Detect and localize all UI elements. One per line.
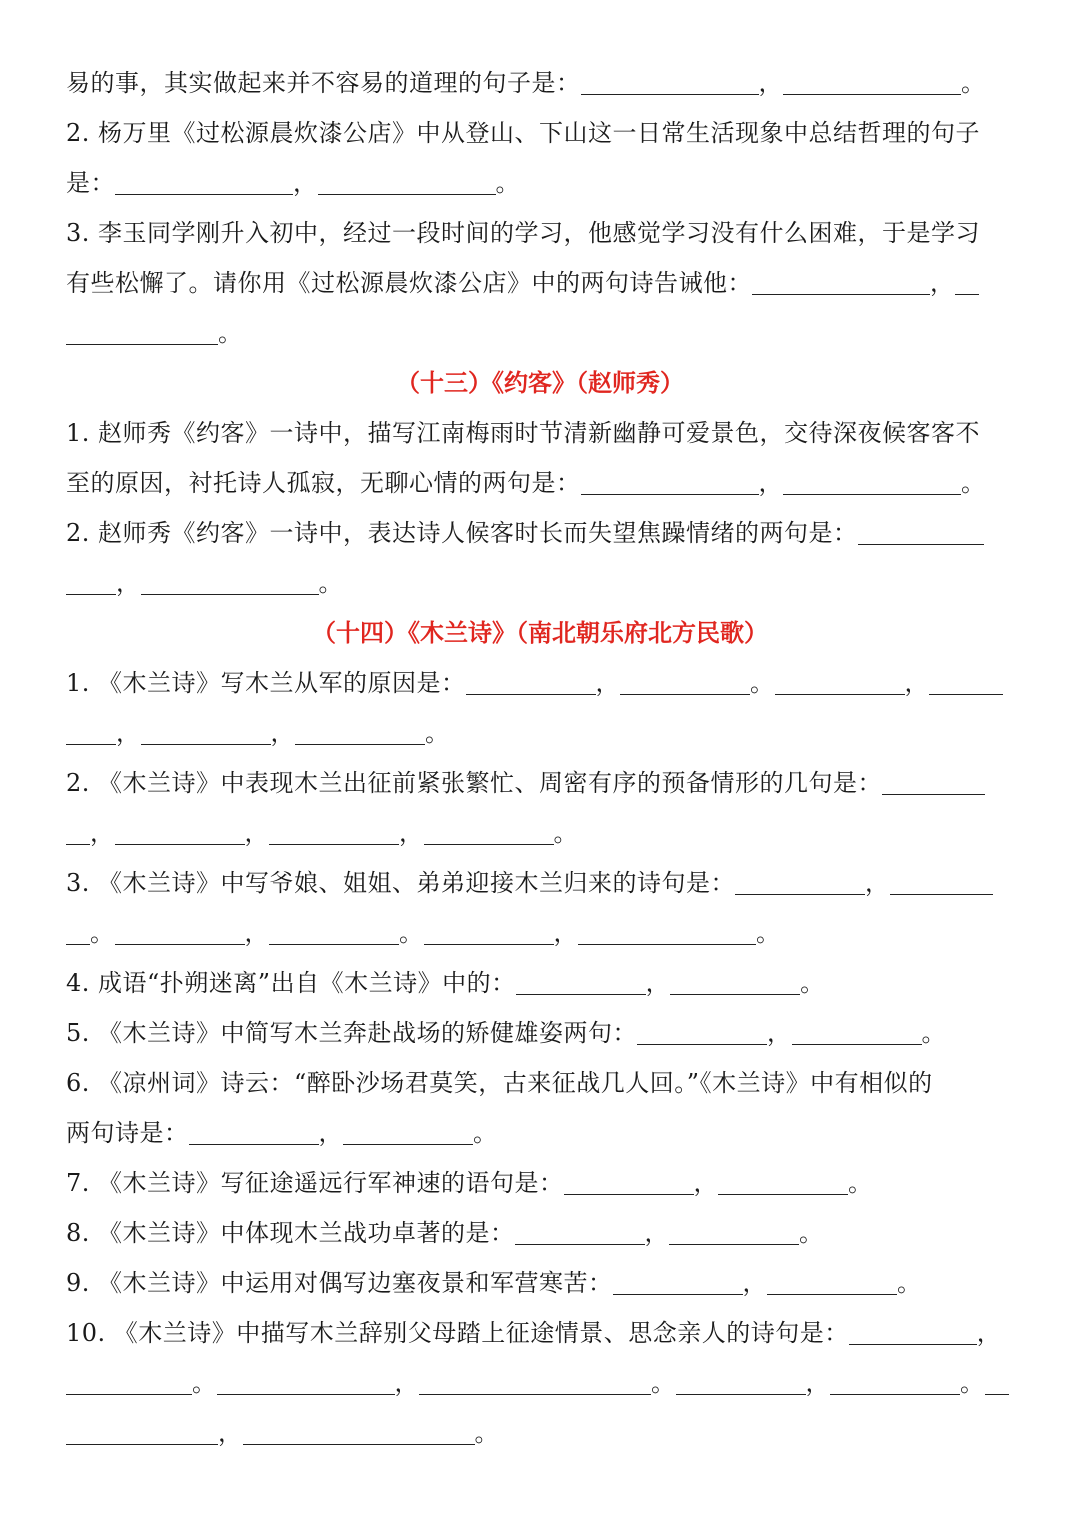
text-line — [66, 1058, 1014, 1108]
text-line: 10. 《木兰诗》中描写木兰辞别父母踏上征途情景、思念亲人的诗句是： ， — [66, 1319, 1002, 1347]
answer-blank[interactable] — [516, 968, 646, 995]
answer-blank[interactable] — [581, 468, 759, 495]
answer-blank[interactable] — [858, 518, 984, 545]
answer-blank[interactable] — [752, 268, 930, 295]
answer-blank[interactable] — [419, 1368, 651, 1395]
section-heading-14: （十四）《木兰诗》（南北朝乐府北方民歌） — [312, 619, 768, 647]
answer-blank[interactable] — [792, 1018, 922, 1045]
answer-blank[interactable] — [318, 168, 496, 195]
text-line — [66, 108, 1014, 158]
answer-blank[interactable] — [66, 318, 218, 345]
answer-blank[interactable] — [466, 668, 596, 695]
question-text: 是： — [66, 169, 115, 197]
section-heading-13: （十三）《约客》（赵师秀） — [396, 369, 684, 397]
question-text: 8. 《木兰诗》中体现木兰战功卓著的是： — [66, 1219, 515, 1247]
answer-blank[interactable] — [424, 918, 554, 945]
answer-blank[interactable] — [66, 718, 116, 745]
answer-blank[interactable] — [343, 1118, 473, 1145]
answer-blank[interactable] — [882, 768, 985, 795]
answer-blank[interactable] — [929, 668, 1003, 695]
question-text: 9. 《木兰诗》中运用对偶写边塞夜景和军营寒苦： — [66, 1269, 613, 1297]
answer-blank[interactable] — [243, 1418, 475, 1445]
question-text: 6. 《凉州词》诗云：“醉卧沙场君莫笑，古来征战几人回。”《木兰诗》中有相似的 — [66, 1069, 933, 1097]
text-line — [66, 208, 1014, 258]
question-text: 2. 《木兰诗》中表现木兰出征前紧张繁忙、周密有序的预备情形的几句是： — [66, 769, 883, 797]
answer-blank[interactable] — [620, 668, 750, 695]
answer-blank[interactable] — [115, 918, 245, 945]
answer-blank[interactable] — [669, 1218, 799, 1245]
text-line: 。 ， 。 ， 。 — [66, 908, 1014, 958]
answer-blank[interactable] — [515, 1218, 645, 1245]
text-line — [66, 408, 1014, 458]
question-text: 4. 成语“扑朔迷离”出自《木兰诗》中的： — [66, 969, 516, 997]
answer-blank[interactable] — [115, 818, 245, 845]
answer-blank[interactable] — [564, 1168, 694, 1195]
answer-blank[interactable] — [424, 818, 554, 845]
answer-blank[interactable] — [890, 868, 993, 895]
answer-blank[interactable] — [581, 68, 759, 95]
answer-blank[interactable] — [217, 1368, 395, 1395]
answer-blank[interactable] — [66, 918, 90, 945]
text-line: 至的原因，衬托诗人孤寂，无聊心情的两句是： ， 。 — [66, 469, 986, 497]
answer-blank[interactable] — [66, 1368, 192, 1395]
question-text: 10. 《木兰诗》中描写木兰辞别父母踏上征途情景、思念亲人的诗句是： — [66, 1319, 849, 1347]
answer-blank[interactable] — [783, 68, 961, 95]
text-line — [66, 508, 1014, 558]
answer-blank[interactable] — [141, 718, 271, 745]
answer-blank[interactable] — [66, 568, 116, 595]
answer-blank[interactable] — [783, 468, 961, 495]
text-line: 7. 《木兰诗》写征途遥远行军神速的语句是： ， 。 — [66, 1169, 873, 1197]
text-line: ， 。 — [66, 1408, 1014, 1458]
answer-blank[interactable] — [295, 718, 425, 745]
answer-blank[interactable] — [269, 918, 399, 945]
question-text: 至的原因，衬托诗人孤寂，无聊心情的两句是： — [66, 469, 581, 497]
question-text: 1. 赵师秀《约客》一诗中，描写江南梅雨时节清新幽静可爱景色，交待深夜候客客不 — [66, 419, 981, 447]
answer-blank[interactable] — [718, 1168, 848, 1195]
text-line: 4. 成语“扑朔迷离”出自《木兰诗》中的： ， 。 — [66, 969, 825, 997]
text-line: ， ， 。 — [66, 708, 1014, 758]
answer-blank[interactable] — [767, 1268, 897, 1295]
question-text: 3. 李玉同学刚升入初中，经过一段时间的学习，他感觉学习没有什么困难，于是学习 — [66, 219, 981, 247]
answer-blank[interactable] — [676, 1368, 806, 1395]
answer-blank[interactable] — [637, 1018, 767, 1045]
question-text: 2. 赵师秀《约客》一诗中，表达诗人候客时长而失望焦躁情绪的两句是： — [66, 519, 858, 547]
text-line: 。 ， 。 ， 。 — [66, 1358, 1014, 1408]
text-line: 5. 《木兰诗》中简写木兰奔赴战场的矫健雄姿两句： ， 。 — [66, 1019, 947, 1047]
answer-blank[interactable] — [985, 1368, 1009, 1395]
text-line: ， ， ， 。 — [66, 808, 1014, 858]
answer-blank[interactable] — [66, 1418, 218, 1445]
question-text: 7. 《木兰诗》写征途遥远行军神速的语句是： — [66, 1169, 564, 1197]
text-line: 。 — [66, 308, 1014, 358]
answer-blank[interactable] — [613, 1268, 743, 1295]
answer-blank[interactable] — [141, 568, 319, 595]
text-line: 8. 《木兰诗》中体现木兰战功卓著的是： ， 。 — [66, 1219, 824, 1247]
text-line: 是： ， 。 — [66, 169, 520, 197]
question-text: 有些松懈了。请你用《过松源晨炊漆公店》中的两句诗告诫他： — [66, 269, 752, 297]
text-line: 易的事，其实做起来并不容易的道理的句子是： ， 。 — [66, 69, 986, 97]
question-text: 3. 《木兰诗》中写爷娘、姐姐、弟弟迎接木兰归来的诗句是： — [66, 869, 736, 897]
question-text: 2. 杨万里《过松源晨炊漆公店》中从登山、下山这一日常生活现象中总结哲理的句子 — [66, 119, 981, 147]
answer-blank[interactable] — [735, 868, 865, 895]
text-line: 有些松懈了。请你用《过松源晨炊漆公店》中的两句诗告诫他： ， — [66, 258, 1014, 308]
answer-blank[interactable] — [66, 818, 90, 845]
text-line: 1. 《木兰诗》写木兰从军的原因是： ， 。 ， — [66, 658, 1014, 708]
answer-blank[interactable] — [775, 668, 905, 695]
text-line: 两句诗是： ， 。 — [66, 1119, 498, 1147]
answer-blank[interactable] — [269, 818, 399, 845]
answer-blank[interactable] — [830, 1368, 960, 1395]
answer-blank[interactable] — [578, 918, 756, 945]
answer-blank[interactable] — [189, 1118, 319, 1145]
answer-blank[interactable] — [670, 968, 800, 995]
answer-blank[interactable] — [849, 1318, 977, 1345]
text-line: ， 。 — [66, 558, 1014, 608]
text-line: 9. 《木兰诗》中运用对偶写边塞夜景和军营寒苦： ， 。 — [66, 1269, 922, 1297]
text-line: 3. 《木兰诗》中写爷娘、姐姐、弟弟迎接木兰归来的诗句是： ， — [66, 858, 1014, 908]
answer-blank[interactable] — [955, 268, 979, 295]
question-text: 易的事，其实做起来并不容易的道理的句子是： — [66, 69, 581, 97]
question-text: 两句诗是： — [66, 1119, 189, 1147]
text-line — [66, 758, 1014, 808]
question-text: 5. 《木兰诗》中简写木兰奔赴战场的矫健雄姿两句： — [66, 1019, 638, 1047]
question-text: 1. 《木兰诗》写木兰从军的原因是： — [66, 669, 466, 697]
answer-blank[interactable] — [115, 168, 293, 195]
